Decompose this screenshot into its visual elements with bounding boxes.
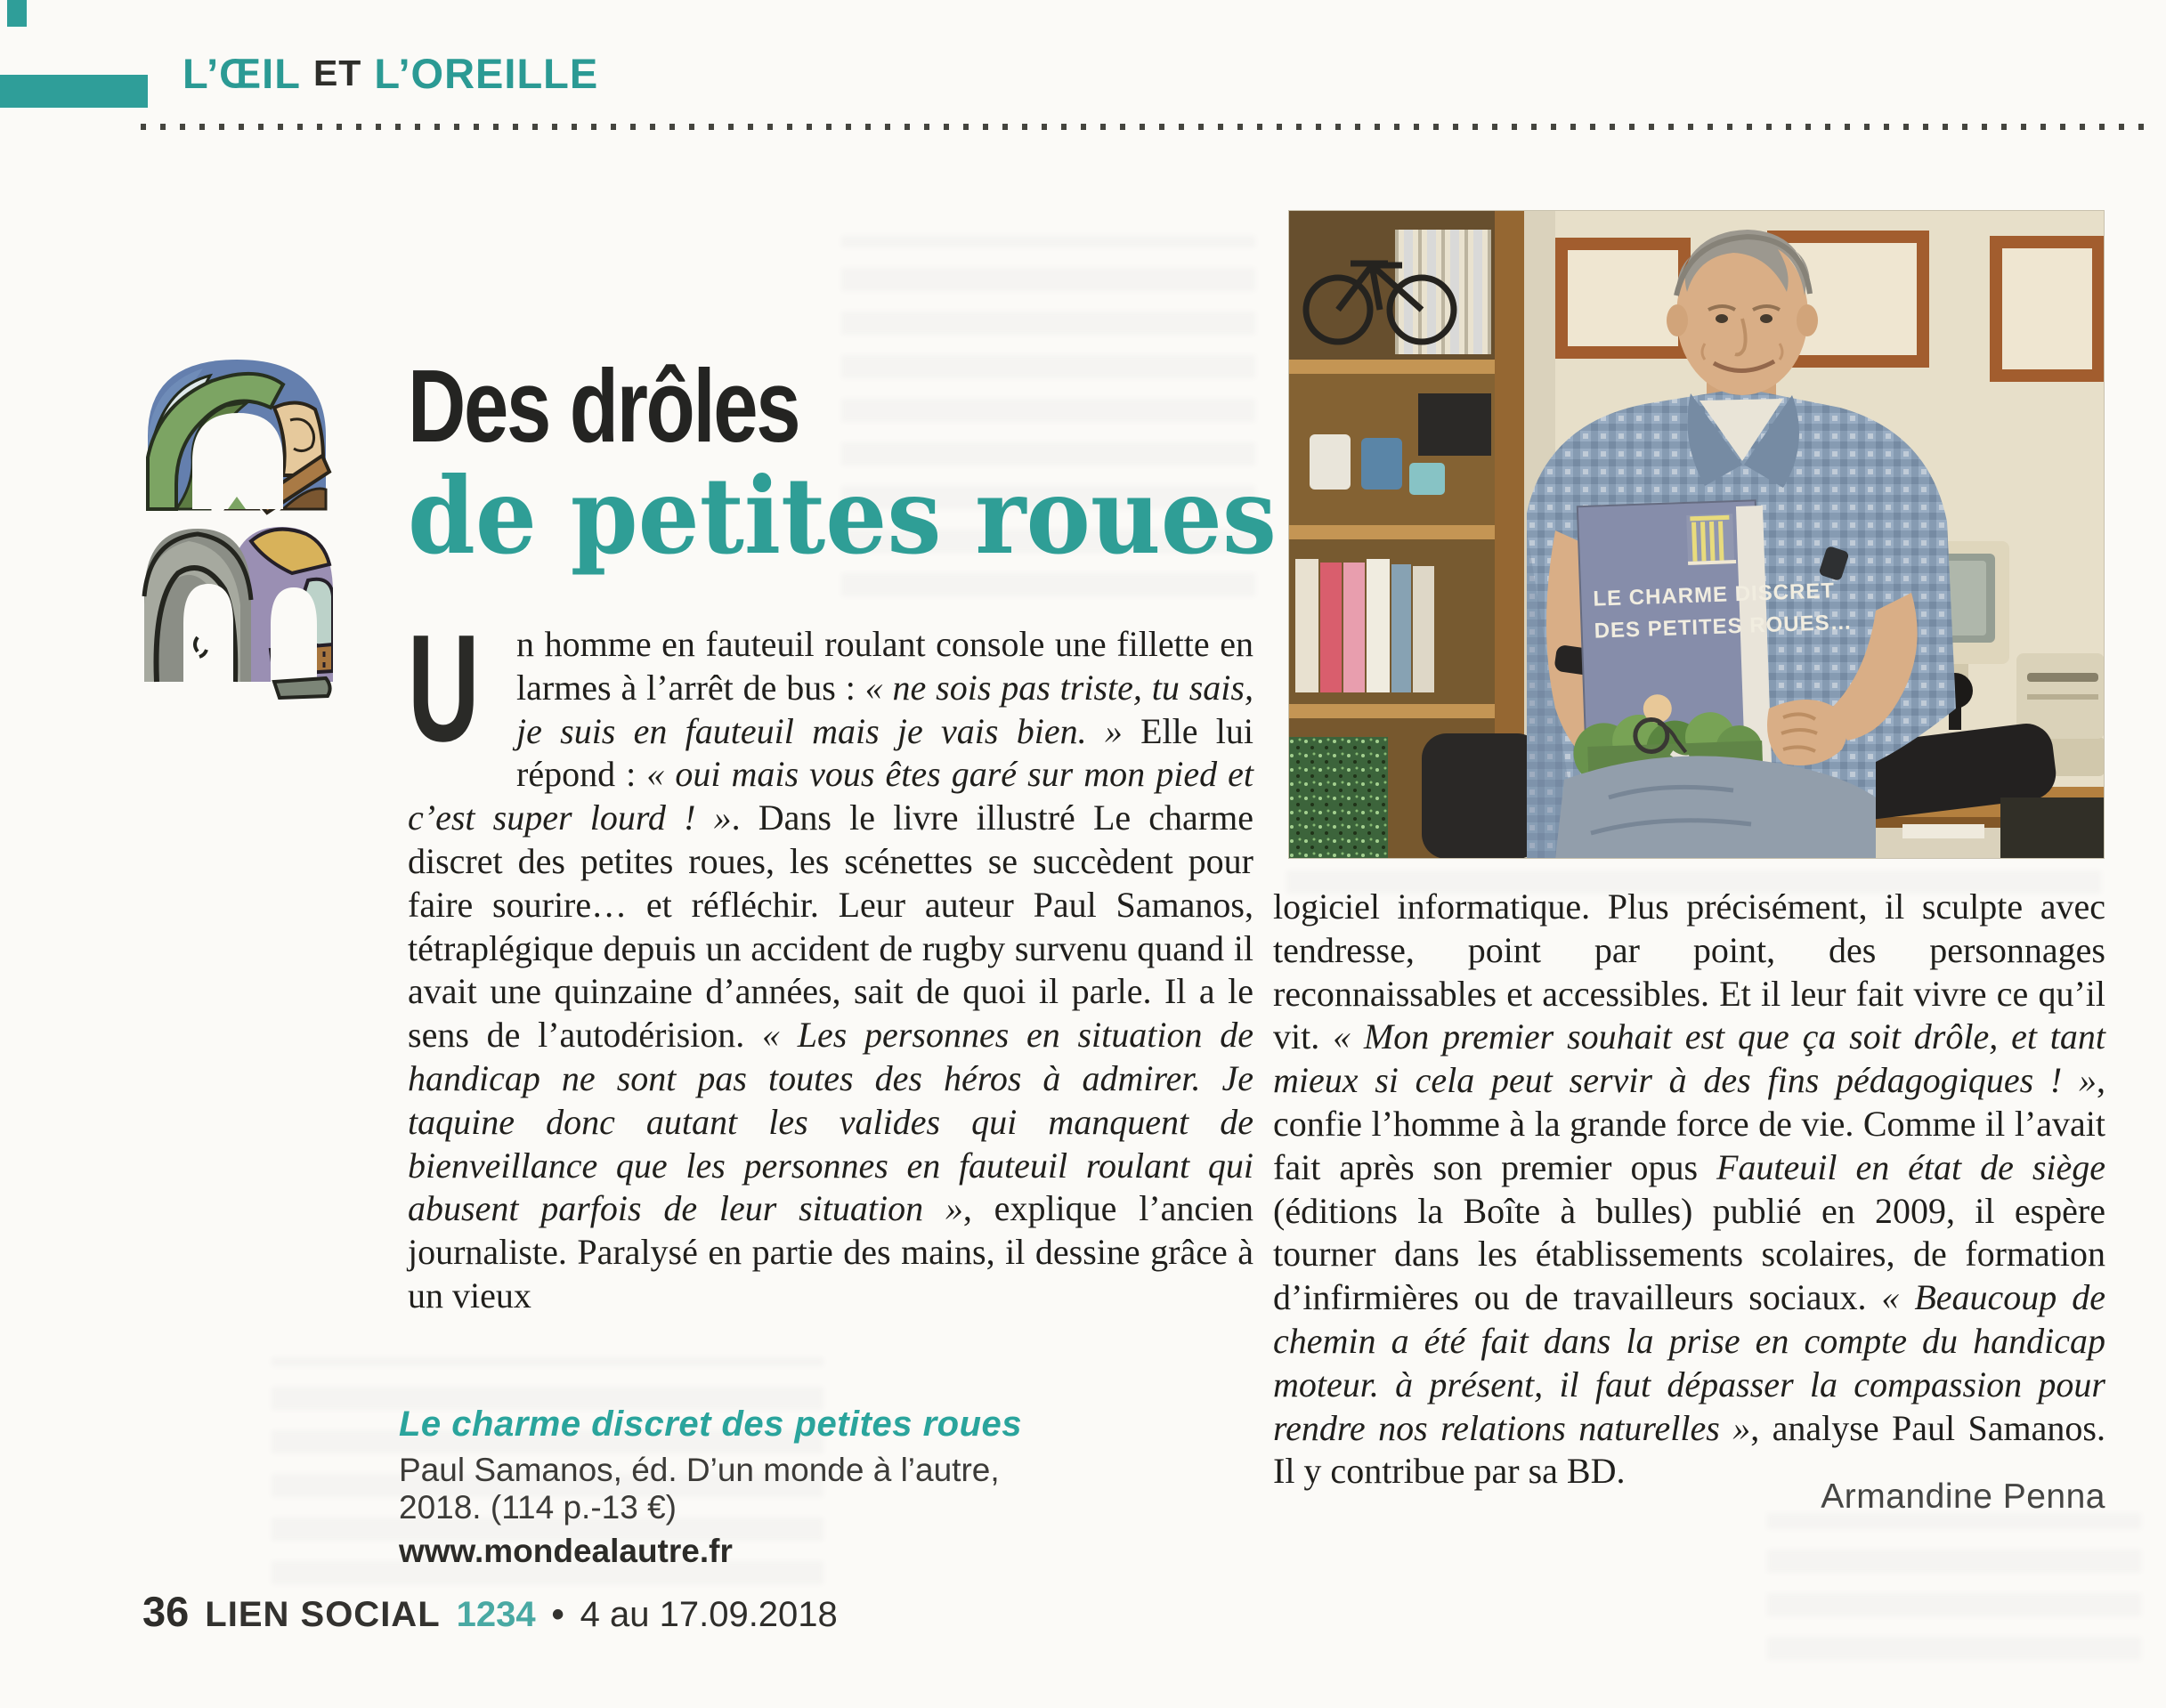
headline-line2: de petites roues bbox=[408, 454, 1277, 578]
article-text-col2: logiciel informatique. Plus précisément, il sculpte avec tendresse, point par point, des personnages reconnaissables et accessibles. Et il leur fait vivre ce qu’il vit. « Mon premier souhait est que ça soit drôle, et tant mieux si cela peut servir à des fins pédagogiques ! », confie l’homme à la grande force de vie. Comme il l’avait fait après son premier opus Fauteuil en état de siège (éditions la Boîte à bulles) publié en 2009, il espère tourner dans les établissements scolaires, de formation d’infirmières ou de travailleurs sociaux. « Beaucoup de chemin a été fait dans la prise en compte du handicap moteur. à présent, il faut dépasser la compassion pour rendre nos relations naturelles », analyse Paul Samanos. Il y contribue par sa BD. bbox=[1273, 886, 2106, 1492]
page-corner-mark bbox=[7, 0, 27, 27]
rubric-title-part1: L’ŒIL bbox=[183, 49, 301, 97]
book-info-credits: Paul Samanos, éd. D’un monde à l’autre, 2018. (114 p.-13 €) bbox=[399, 1452, 1000, 1526]
print-showthrough bbox=[1767, 1513, 2141, 1660]
book-info-title: Le charme discret des petites roues bbox=[399, 1404, 1022, 1444]
article-text-col1: n homme en fauteuil roulant console une fillette en larmes à l’arrêt de bus : « ne sois pas triste, tu sais, je suis en fauteuil mais je vais bien. » Elle lui répond : « oui mais vous êtes garé sur mon pied et c’est super lourd ! ». Dans le livre illustré Le charme discret des petites roues, les scénettes se succèdent pour faire sourire… et réfléchir. Leur auteur Paul Samanos, tétraplégique depuis un accident de rugby survenu quand il avait une quinzaine d’années, sait de quoi il parle. Il a le sens de l’autodérision. « Les personnes en situation de handicap ne sont pas toutes des héros à admirer. Je taquine donc autant les valides qui manquent de bienveillance que les personnes en fauteuil roulant qui abusent parfois de leur situation », explique l’ancien journaliste. Paralysé en partie des mains, il dessine grâce à un vieux bbox=[408, 624, 1254, 1315]
rubric-title-part2: ET bbox=[312, 52, 362, 93]
author-byline: Armandine Penna bbox=[1821, 1477, 2105, 1516]
article-column-1 bbox=[408, 603, 1254, 1318]
bd-logo-illustration bbox=[141, 351, 333, 700]
book-info-block bbox=[399, 1404, 1040, 1570]
bd-logo-top-arch bbox=[148, 360, 329, 513]
dropcap: U bbox=[408, 603, 480, 773]
rubric-accent-bar bbox=[0, 75, 148, 108]
headline-line1: Des drôles bbox=[408, 348, 799, 464]
rubric-title-part3: L’OREILLE bbox=[374, 49, 599, 97]
bd-rubric-logo bbox=[141, 351, 333, 700]
rubric-title bbox=[183, 49, 598, 97]
dotted-divider bbox=[141, 124, 2146, 130]
footer-bullet: • bbox=[551, 1595, 564, 1634]
bd-logo-bottom-arch bbox=[144, 527, 333, 698]
article-photo bbox=[1288, 210, 2105, 859]
book-cover-title-line1: LE CHARME DISCRET bbox=[1592, 579, 1836, 611]
footer-issue-number: 1234 bbox=[456, 1595, 536, 1634]
page-footer bbox=[142, 1587, 838, 1636]
footer-magazine-name: LIEN SOCIAL bbox=[205, 1595, 441, 1634]
book-cover-title-line2: DES PETITES ROUES… bbox=[1594, 610, 1854, 644]
footer-date-range: 4 au 17.09.2018 bbox=[580, 1595, 838, 1634]
photo-illustration bbox=[1288, 210, 2105, 859]
article-column-2 bbox=[1273, 886, 2105, 1493]
book-info-website: www.mondealautre.fr bbox=[399, 1533, 733, 1569]
footer-page-number: 36 bbox=[142, 1588, 190, 1635]
